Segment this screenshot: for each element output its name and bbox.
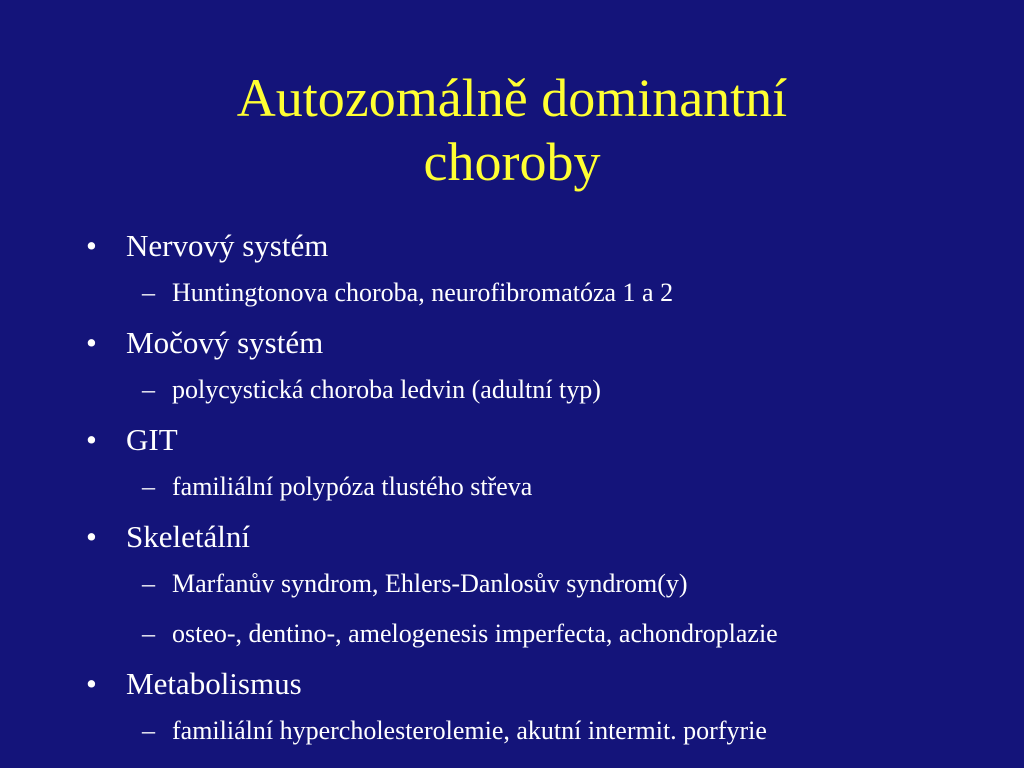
sub-item-text: Marfanův syndrom, Ehlers-Danlosův syndrom(y) xyxy=(172,569,688,598)
sub-item-text: familiální hypercholesterolemie, akutní intermit. porfyrie xyxy=(172,716,767,745)
bullet-text: Skeletální xyxy=(126,519,250,554)
sub-item-text: familiální polypóza tlustého střeva xyxy=(172,472,533,501)
sub-item-text: polycystická choroba ledvin (adultní typ) xyxy=(172,375,601,404)
dash-icon: – xyxy=(142,278,155,307)
bullet-icon: • xyxy=(86,519,97,554)
slide-title-line-2: choroby xyxy=(423,132,601,192)
dash-icon: – xyxy=(142,375,155,404)
bullet-item-skeletal xyxy=(86,515,1006,562)
dash-icon: – xyxy=(142,619,155,648)
bullet-item-metabolism xyxy=(86,662,1006,709)
dash-icon: – xyxy=(142,569,155,598)
bullet-list xyxy=(86,224,1006,759)
bullet-text: Močový systém xyxy=(126,325,324,360)
bullet-text: Nervový systém xyxy=(126,228,329,263)
dash-icon: – xyxy=(142,472,155,501)
sub-item xyxy=(86,709,1006,759)
bullet-icon: • xyxy=(86,422,97,457)
sub-item xyxy=(86,271,1006,321)
sub-item xyxy=(86,465,1006,515)
dash-icon: – xyxy=(142,716,155,745)
bullet-item-git xyxy=(86,418,1006,465)
bullet-text: GIT xyxy=(126,422,178,457)
bullet-icon: • xyxy=(86,666,97,701)
slide-title-line-1: Autozomálně dominantní xyxy=(236,68,788,128)
bullet-item-nervous-system xyxy=(86,224,1006,271)
sub-item xyxy=(86,562,1006,612)
sub-item xyxy=(86,368,1006,418)
sub-item-text: Huntingtonova choroba, neurofibromatóza 1 a 2 xyxy=(172,278,674,307)
slide-title xyxy=(0,66,1024,194)
bullet-icon: • xyxy=(86,325,97,360)
sub-item-text: osteo-, dentino-, amelogenesis imperfecta, achondroplazie xyxy=(172,619,778,648)
bullet-icon: • xyxy=(86,228,97,263)
sub-item xyxy=(86,612,1006,662)
bullet-item-urinary-system xyxy=(86,321,1006,368)
bullet-text: Metabolismus xyxy=(126,666,302,701)
